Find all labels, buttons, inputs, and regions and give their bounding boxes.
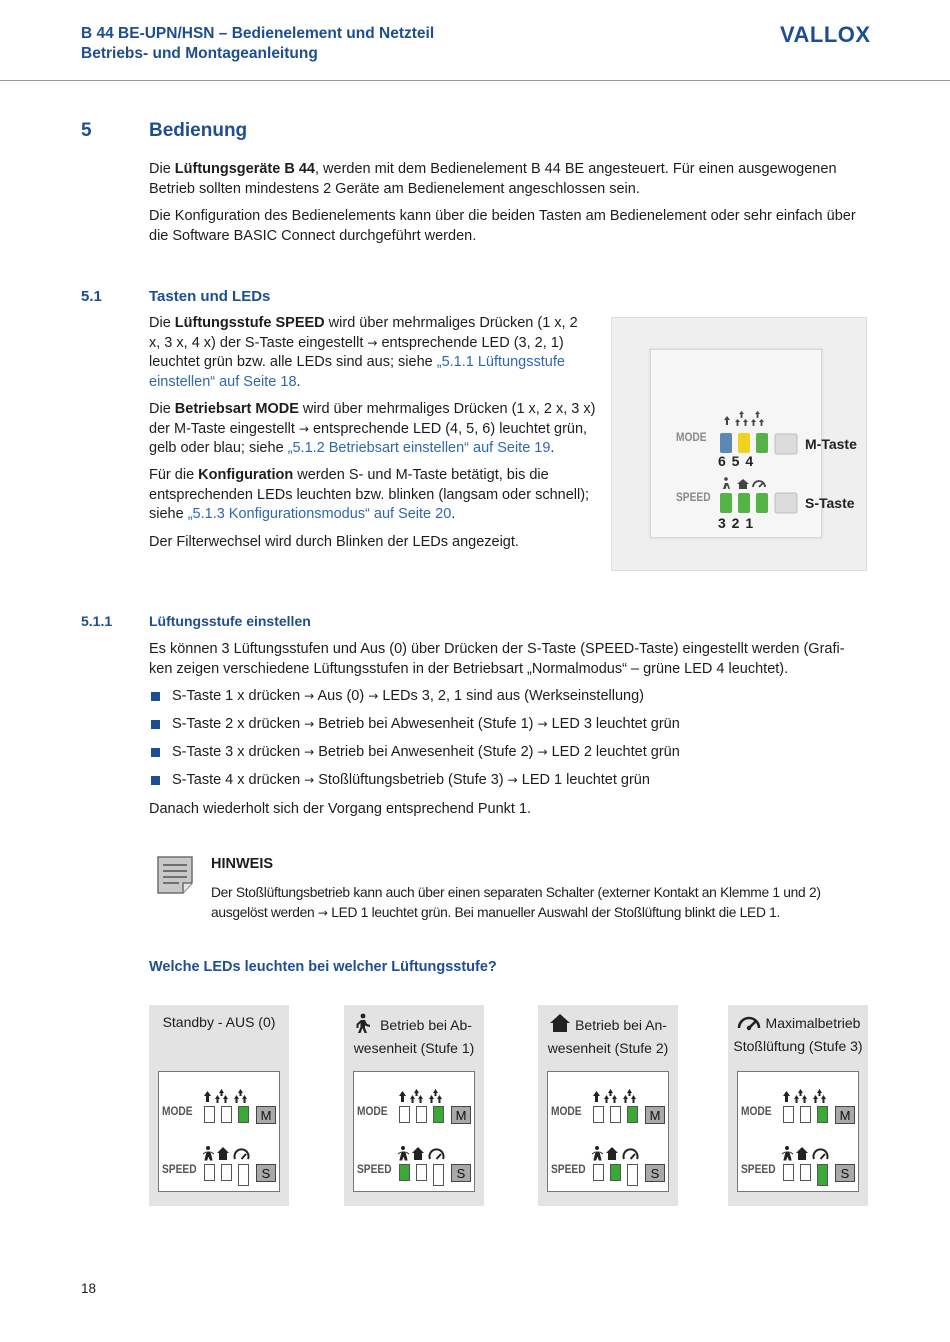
mini-mode-label: MODE <box>357 1104 388 1118</box>
panel-caption <box>732 1013 864 1056</box>
mini-mode-led <box>800 1106 811 1123</box>
mini-mode-label: MODE <box>162 1104 193 1118</box>
header-divider <box>0 80 950 81</box>
subsection-number: 5.1 <box>81 288 102 305</box>
link-5-1-2[interactable]: „5.1.2 Betriebsart einstellen“ auf Seite 19 <box>287 440 551 456</box>
m-button-shape <box>775 434 797 454</box>
walking-person-icon <box>356 1013 376 1039</box>
mini-s-button: S <box>835 1164 855 1182</box>
speed-modes-icon <box>781 1145 829 1166</box>
mode-arrow-icons <box>724 411 764 426</box>
section-title: Bedienung <box>149 120 248 141</box>
led-overview-heading: Welche LEDs leuchten bei welcher Lüftungsstufe? <box>149 959 497 975</box>
panel-caption-line2: wesenheit (Stufe 2) <box>547 1039 669 1056</box>
mini-speed-led <box>800 1164 811 1181</box>
photo-m-button-label: M-Taste <box>805 436 857 452</box>
mini-m-button: M <box>645 1106 665 1124</box>
list-item: S-Taste 4 x drücken → Stoßlüftungsbetrieb (Stufe 3) → LED 1 leuchtet grün <box>149 771 869 791</box>
section511-after-text: Danach wiederholt sich der Vorgang entsprechend Punkt 1. <box>149 801 532 817</box>
mini-m-button: M <box>835 1106 855 1124</box>
mode-led-5 <box>738 433 750 453</box>
led-state-panel <box>344 1005 484 1206</box>
gauge-icon <box>736 1013 762 1037</box>
s-button-shape <box>775 493 797 513</box>
led-state-panel <box>538 1005 678 1206</box>
mini-speed-led <box>238 1164 249 1186</box>
list-item: S-Taste 1 x drücken → Aus (0) → LEDs 3, 2, 1 sind aus (Werkseinstellung) <box>149 687 869 707</box>
section5-paragraph-1: Die Lüftungsgeräte B 44, werden mit dem Bedienelement B 44 BE angesteuert. Für einen ausgewogenen Betrieb sollten mindestens 2 Geräte am Bedienelement angeschlossen sein. <box>149 161 837 197</box>
speed-step-list <box>149 687 869 799</box>
mini-control-diagram <box>158 1071 280 1192</box>
mini-speed-label: SPEED <box>551 1162 586 1176</box>
section51-paragraph-speed: Die Lüftungsstufe SPEED wird über mehrmaliges Drücken (1 x, 2 x, 3 x, 4 x) der S-Taste eingestellt → entsprechende LED (3, 2, 1) leuchtet grün bzw. alle LEDs sind aus; siehe „5.1.1 Lüftungsstufe einstellen“ auf Seite 18. <box>149 315 578 390</box>
mini-s-button: S <box>645 1164 665 1182</box>
note-text: Der Stoßlüftungsbetrieb kann auch über einen separaten Schalter (externer Kontakt an Klemme 1 und 2) ausgelöst werden → LED 1 leuchtet grün. Bei manueller Auswahl der Stoßlüftung blinkt die LED 1. <box>211 885 821 920</box>
speed-led-2 <box>738 493 750 513</box>
mini-speed-led <box>433 1164 444 1186</box>
mini-speed-led <box>783 1164 794 1181</box>
mini-mode-led <box>433 1106 444 1123</box>
mini-speed-led <box>610 1164 621 1181</box>
mini-speed-label: SPEED <box>357 1162 392 1176</box>
panel-caption-line1: Standby - AUS (0) <box>162 1014 276 1030</box>
mini-speed-led <box>817 1164 828 1186</box>
mini-mode-led <box>783 1106 794 1123</box>
mini-speed-led <box>416 1164 427 1181</box>
mini-control-diagram <box>547 1071 669 1192</box>
house-icon <box>549 1013 571 1039</box>
link-5-1-3[interactable]: „5.1.3 Konfigurationsmodus“ auf Seite 20 <box>187 506 452 522</box>
bullet-square-icon <box>151 692 160 701</box>
bullet-square-icon <box>151 776 160 785</box>
bullet-square-icon <box>151 720 160 729</box>
mini-s-button: S <box>256 1164 276 1182</box>
bullet-square-icon <box>151 748 160 757</box>
panel-caption-line1: Betrieb bei An- <box>575 1017 667 1033</box>
section51-paragraph-config: Für die Konfiguration werden S- und M-Taste betätigt, bis die entsprechenden LEDs leuchten bzw. blinken (langsam oder schnell); siehe „5.1.3 Konfigurationsmodus“ auf Seite 20. <box>149 467 590 522</box>
mini-speed-label: SPEED <box>741 1162 776 1176</box>
led-state-panel <box>728 1005 868 1206</box>
mini-mode-led <box>204 1106 215 1123</box>
mini-speed-led <box>204 1164 215 1181</box>
mini-mode-label: MODE <box>551 1104 582 1118</box>
mini-m-button: M <box>256 1106 276 1124</box>
section51-paragraph-mode: Die Betriebsart MODE wird über mehrmaliges Drücken (1 x, 2 x, 3 x) der M-Taste eingestellt → entsprechende LED (4, 5, 6) leuchtet grün, gelb oder blau; siehe „5.1.2 Betriebsart einstellen“ auf Seite 19. <box>149 401 596 456</box>
photo-s-button-label: S-Taste <box>805 495 855 511</box>
mini-mode-led <box>416 1106 427 1123</box>
section51-paragraph-filter: Der Filterwechsel wird durch Blinken der LEDs angezeigt. <box>149 534 519 550</box>
photo-speed-numbers: 3 2 1 <box>718 515 754 531</box>
panel-caption <box>153 1013 285 1033</box>
mode-led-6 <box>720 433 732 453</box>
speed-led-3 <box>720 493 732 513</box>
panel-caption <box>542 1013 674 1058</box>
mini-control-diagram <box>737 1071 859 1192</box>
list-item: S-Taste 3 x drücken → Betrieb bei Anwesenheit (Stufe 2) → LED 2 leuchtet grün <box>149 743 869 763</box>
mini-mode-led <box>238 1106 249 1123</box>
mini-s-button: S <box>451 1164 471 1182</box>
header-title <box>81 24 434 64</box>
mini-speed-led <box>221 1164 232 1181</box>
mini-m-button: M <box>451 1106 471 1124</box>
mini-speed-led <box>399 1164 410 1181</box>
section511-intro: Es können 3 Lüftungsstufen und Aus (0) über Drücken der S-Taste (SPEED-Taste) eingestellt werden (Grafiken zeigen verschiedene Lüftungsstufen in der Betriebsart „Normalmodus“ – grüne LED 4 leuchtet). <box>149 641 845 677</box>
section-number: 5 <box>81 120 92 141</box>
mode-led-4 <box>756 433 768 453</box>
subsubsection-number: 5.1.1 <box>81 613 113 629</box>
mini-mode-led <box>593 1106 604 1123</box>
control-unit-photo <box>611 317 867 571</box>
control-plate <box>650 349 857 538</box>
link-5-1-1[interactable]: „5.1.1 Lüftungsstufe einstellen“ auf Seite 18 <box>149 354 565 390</box>
note-title: HINWEIS <box>211 856 274 872</box>
mini-control-diagram <box>353 1071 475 1192</box>
subsection-title: Tasten und LEDs <box>149 288 271 305</box>
page-number: 18 <box>81 1281 97 1296</box>
note-icon <box>157 856 193 894</box>
led-state-panel <box>149 1005 289 1206</box>
mini-mode-led <box>817 1106 828 1123</box>
header-title-line2: Betriebs- und Montageanleitung <box>81 45 318 62</box>
panel-caption-line2: wesenheit (Stufe 1) <box>353 1039 475 1056</box>
mini-mode-led <box>610 1106 621 1123</box>
photo-mode-label: MODE <box>676 430 707 444</box>
mini-mode-led <box>399 1106 410 1123</box>
subsubsection-title: Lüftungsstufe einstellen <box>149 613 311 629</box>
mini-mode-led <box>627 1106 638 1123</box>
photo-speed-label: SPEED <box>676 490 711 504</box>
mini-speed-label: SPEED <box>162 1162 197 1176</box>
photo-mode-numbers: 6 5 4 <box>718 453 754 469</box>
panel-caption-line2: Stoßlüftung (Stufe 3) <box>733 1037 863 1054</box>
mini-speed-led <box>627 1164 638 1186</box>
panel-caption-line1: Maximalbetrieb <box>765 1015 861 1031</box>
panel-caption-line1: Betrieb bei Ab- <box>380 1017 472 1033</box>
speed-modes-icon <box>591 1145 639 1166</box>
mini-mode-led <box>221 1106 232 1123</box>
panel-caption <box>348 1013 480 1058</box>
mini-speed-led <box>593 1164 604 1181</box>
mini-mode-label: MODE <box>741 1104 772 1118</box>
speed-mode-icons <box>723 477 765 489</box>
speed-modes-icon <box>202 1145 250 1166</box>
list-item: S-Taste 2 x drücken → Betrieb bei Abwesenheit (Stufe 1) → LED 3 leuchtet grün <box>149 715 869 735</box>
section5-paragraph-2: Die Konfiguration des Bedienelements kann über die beiden Tasten am Bedienelement oder sehr einfach über die Software BASIC Connect durchgeführt werden. <box>149 208 856 244</box>
vallox-logo: VALLOX <box>780 22 871 47</box>
header-title-line1: B 44 BE-UPN/HSN – Bedienelement und Netzteil <box>81 25 435 42</box>
speed-led-1 <box>756 493 768 513</box>
speed-modes-icon <box>397 1145 445 1166</box>
